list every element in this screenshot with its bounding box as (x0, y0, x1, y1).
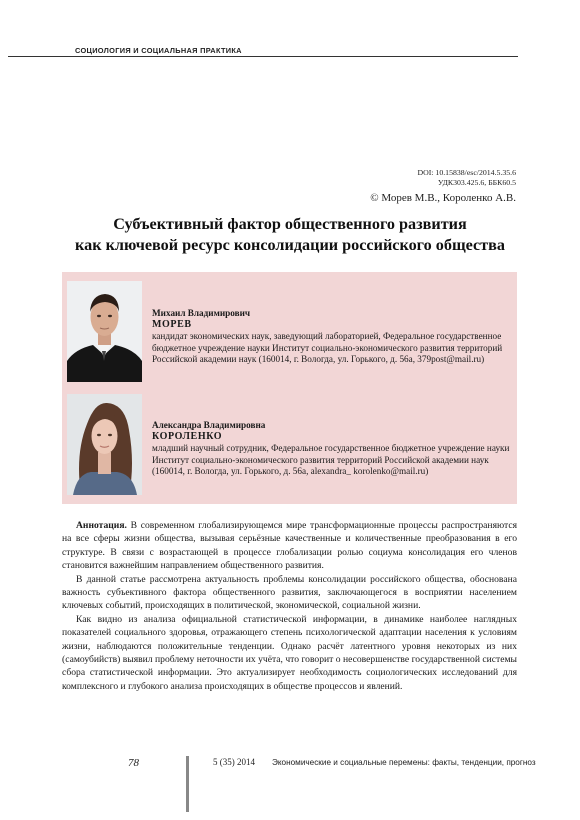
author-bio: младший научный сотрудник, Федеральное государственное бюджетное учреждение науки Институт социально-экономического развития территорий Российской академии наук (160014, г. Вологда, ул. Горького, д. 56а, alexandra_ korolenko@mail.ru) (152, 443, 510, 476)
author-first-name: Михаил Владимирович (152, 308, 251, 318)
article-title (40, 214, 540, 256)
udk-text: УДК303.425.6, ББК60.5 (437, 178, 516, 187)
author-info-korolenko (152, 420, 512, 477)
header-divider (8, 56, 518, 57)
abstract (62, 519, 517, 693)
title-line-1: Субъективный фактор общественного развития (113, 215, 467, 233)
abstract-paragraph-3: Как видно из анализа официальной статистической информации, в динамике наиболее наглядных показателей социального здоровья, отражающего степень психологической адаптации населения к условиям жизни, наблюдаются положительные тенденции. Однако расчёт латентного уровня некоторых из них (самоубийств) выявил проблему неточности их учёта, что говорит о несовершенстве государственной системы сбора статистической информации. Это актуализирует необходимость социологических исследований для комплексного и глубокого анализа происходящих в обществе процессов и явлений. (62, 613, 517, 692)
authors-panel (62, 272, 517, 504)
author-bio: кандидат экономических наук, заведующий лабораторией, Федеральное государственное бюджетное учреждение науки Институт социально-экономического развития территорий Российской академии наук (160014, г. Вологда, ул. Горького, д. 56а, 379post@mail.ru) (152, 331, 503, 364)
abstract-paragraph-2: В данной статье рассмотрена актуальность проблемы консолидации российского общества, обоснована важность субъективного фактора общественного развития, заключающегося в восприятии населением ключевых событий, происходящих в политической, экономической, социальной жизни. (62, 573, 517, 612)
abstract-text-1: В современном глобализирующемся мире трансформационные процессы распространяются на все сферы жизни общества, вызывая серьёзные качественные и количественные преобразования в его структуре. В связи с возрастающей в процессе глобализации ролью социума консолидация его членов становится важнейшим направлением общественного развития. (62, 520, 518, 572)
journal-name: Экономические и социальные перемены: факты, тенденции, прогноз (272, 758, 536, 767)
doi-text: DOI: 10.15838/esc/2014.5.35.6 (417, 168, 516, 177)
author-last-name: КОРОЛЕНКО (152, 431, 223, 443)
abstract-paragraph-1 (62, 519, 517, 573)
title-line-2: как ключевой ресурс консолидации российского общества (75, 236, 505, 254)
portrait-woman-image (67, 394, 142, 495)
page-number: 78 (128, 757, 139, 769)
article-meta (417, 168, 516, 188)
running-header-section: СОЦИОЛОГИЯ И СОЦИАЛЬНАЯ ПРАКТИКА (75, 46, 242, 55)
author-info-morev (152, 308, 512, 365)
author-last-name: МОРЕВ (152, 319, 192, 331)
author-first-name: Александра Владимировна (152, 420, 266, 430)
issue-number: 5 (35) 2014 (213, 757, 255, 767)
footer-divider (186, 756, 189, 812)
abstract-label: Аннотация. (76, 520, 127, 531)
author-photo-korolenko (67, 394, 142, 495)
author-photo-morev (67, 281, 142, 382)
portrait-man-image (67, 281, 142, 382)
copyright-authors: © Морев М.В., Короленко А.В. (370, 192, 516, 204)
